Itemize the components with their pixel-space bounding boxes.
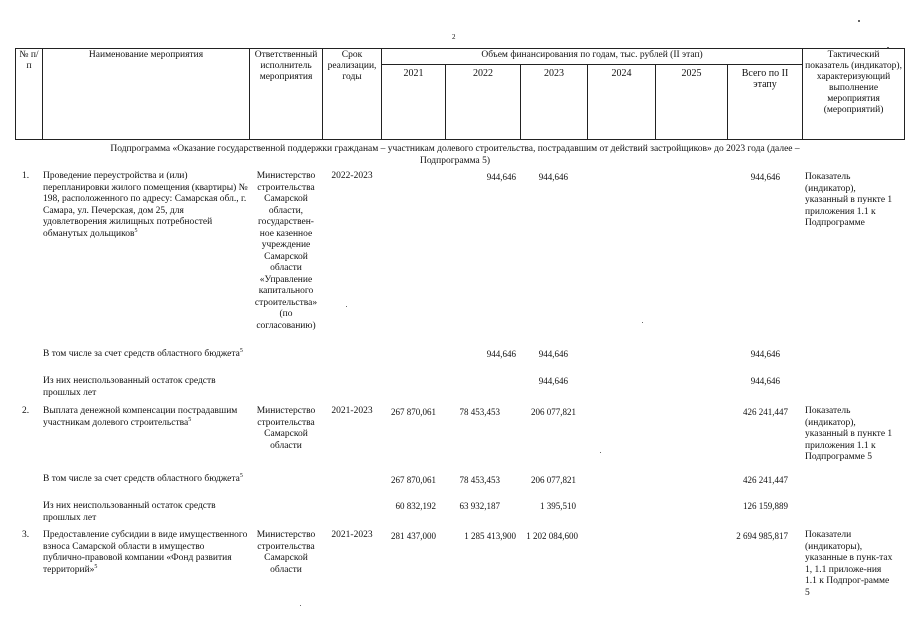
footnote-mark: 5 — [239, 347, 243, 354]
row-2b-2021: 60 832,192 — [395, 501, 436, 511]
row-2-indicator: Показатель (индикатор), указанный в пункте 1 приложения 1.1 к Подпрограмме 5 — [805, 406, 893, 462]
row-2a-2022: 78 453,453 — [459, 475, 500, 485]
row-3-name: Предоставление субсидии в виде имущественного взноса Самарской области в имущество публично-правовой компании «Фонд развития территорий»$^5$ — [43, 530, 248, 575]
scan-speck — [600, 452, 601, 453]
subprogram-title: Подпрограмма «Оказание государственной поддержки гражданам – участникам долевого строительства, пострадавшим от действий застройщиков» до 2023 года (далее – Подпрограмма 5) — [110, 144, 800, 166]
row-2-name: Выплата денежной компенсации пострадавшим участникам долевого строительства$^5$ — [43, 406, 238, 428]
row-2b-total: 126 159,889 — [743, 501, 788, 511]
row-1-name: Проведение переустройства и (или) перепланировки жилого помещения (квартиры) № 198, расположенного по адресу: Самарская обл., г. Самара, ул. Печерская, дом 25, для удовлетворения жилищных потребностей обманутых дольщиков$^5$ — [43, 171, 248, 239]
row-3-term: 2021-2023 — [331, 530, 373, 540]
table-header — [15, 48, 905, 140]
row-3-total: 2 694 985,817 — [736, 531, 788, 541]
header-indicator: Тактический показатель (индикатор), характеризующий выполнение мероприятия (мероприятий) — [803, 49, 905, 140]
row-3-number: 3. — [22, 530, 30, 540]
row-1a-total: 944,646 — [750, 349, 780, 359]
scan-speck — [887, 47, 889, 49]
row-2-2022: 78 453,453 — [459, 407, 500, 417]
row-2a-name: В том числе за счет средств областного бюджета$^5$ — [43, 472, 243, 484]
row-3-responsible: Министерство строительства Самарской области — [256, 530, 316, 575]
row-1-total: 944,646 — [750, 172, 780, 182]
row-3-2022: 1 285 413,900 — [464, 531, 516, 541]
row-2b-2022: 63 932,187 — [459, 501, 500, 511]
row-1-2023: 944,646 — [538, 172, 568, 182]
header-year-2023: 2023 — [521, 65, 588, 140]
row-2-term: 2021-2023 — [331, 406, 373, 416]
footnote-mark: 5 — [94, 563, 98, 570]
row-1-indicator: Показатель (индикатор), указанный в пункте 1 приложения 1.1 к Подпрограмме — [805, 172, 893, 228]
row-1a-2023: 944,646 — [538, 349, 568, 359]
header-responsible: Ответственный исполнитель мероприятия — [250, 49, 323, 140]
footnote-mark: 5 — [188, 416, 192, 423]
header-year-2025: 2025 — [656, 65, 728, 140]
row-2-total: 426 241,447 — [743, 407, 788, 417]
row-1a-2022: 944,646 — [486, 349, 516, 359]
row-1-responsible: Министерство строительства Самарской области, государствен-ное казенное учреждение Самарской области «Управление капитального строительства» (по согласованию) — [254, 171, 318, 331]
row-2b-name: Из них неиспользованный остаток средств прошлых лет — [43, 501, 216, 523]
row-1b-2023: 944,646 — [538, 376, 568, 386]
row-3-indicator: Показатели (индикаторы), указанные в пунк-тах 1, 1.1 приложе-ния 1.1 к Подпрог-рамме 5 — [805, 530, 893, 598]
row-2-2023: 206 077,821 — [531, 407, 576, 417]
row-2a-2021: 267 870,061 — [391, 475, 436, 485]
footnote-mark: 5 — [239, 472, 243, 479]
header-num: № п/п — [16, 49, 43, 140]
row-2-number: 2. — [22, 406, 30, 416]
row-1a-name: В том числе за счет средств областного бюджета$^5$ — [43, 347, 243, 359]
row-1b-name: Из них неиспользованный остаток средств прошлых лет — [43, 376, 216, 398]
footnote-mark: 5 — [134, 227, 138, 234]
scan-speck — [858, 20, 860, 22]
row-2a-2023: 206 077,821 — [531, 475, 576, 485]
row-1-number: 1. — [22, 171, 30, 181]
scan-speck — [300, 605, 301, 606]
header-year-2024: 2024 — [588, 65, 656, 140]
page-number: 2 — [452, 33, 456, 41]
header-total: Всего по II этапу — [728, 65, 803, 140]
scan-speck — [346, 306, 347, 307]
row-2a-total: 426 241,447 — [743, 475, 788, 485]
header-term: Срок реализации, годы — [323, 49, 382, 140]
row-1b-total: 944,646 — [750, 376, 780, 386]
header-funding: Объем финансирования по годам, тыс. рублей (II этап) — [382, 49, 803, 65]
row-3-2023: 1 202 084,600 — [526, 531, 578, 541]
row-3-2021: 281 437,000 — [391, 531, 436, 541]
row-2b-2023: 1 395,510 — [540, 501, 576, 511]
row-1-term: 2022-2023 — [331, 171, 373, 181]
row-2-responsible: Министерство строительства Самарской области — [256, 406, 316, 451]
header-year-2021: 2021 — [382, 65, 446, 140]
scan-speck — [642, 322, 643, 323]
row-1-2022: 944,646 — [486, 172, 516, 182]
header-name: Наименование мероприятия — [43, 49, 250, 140]
row-2-2021: 267 870,061 — [391, 407, 436, 417]
header-year-2022: 2022 — [446, 65, 521, 140]
